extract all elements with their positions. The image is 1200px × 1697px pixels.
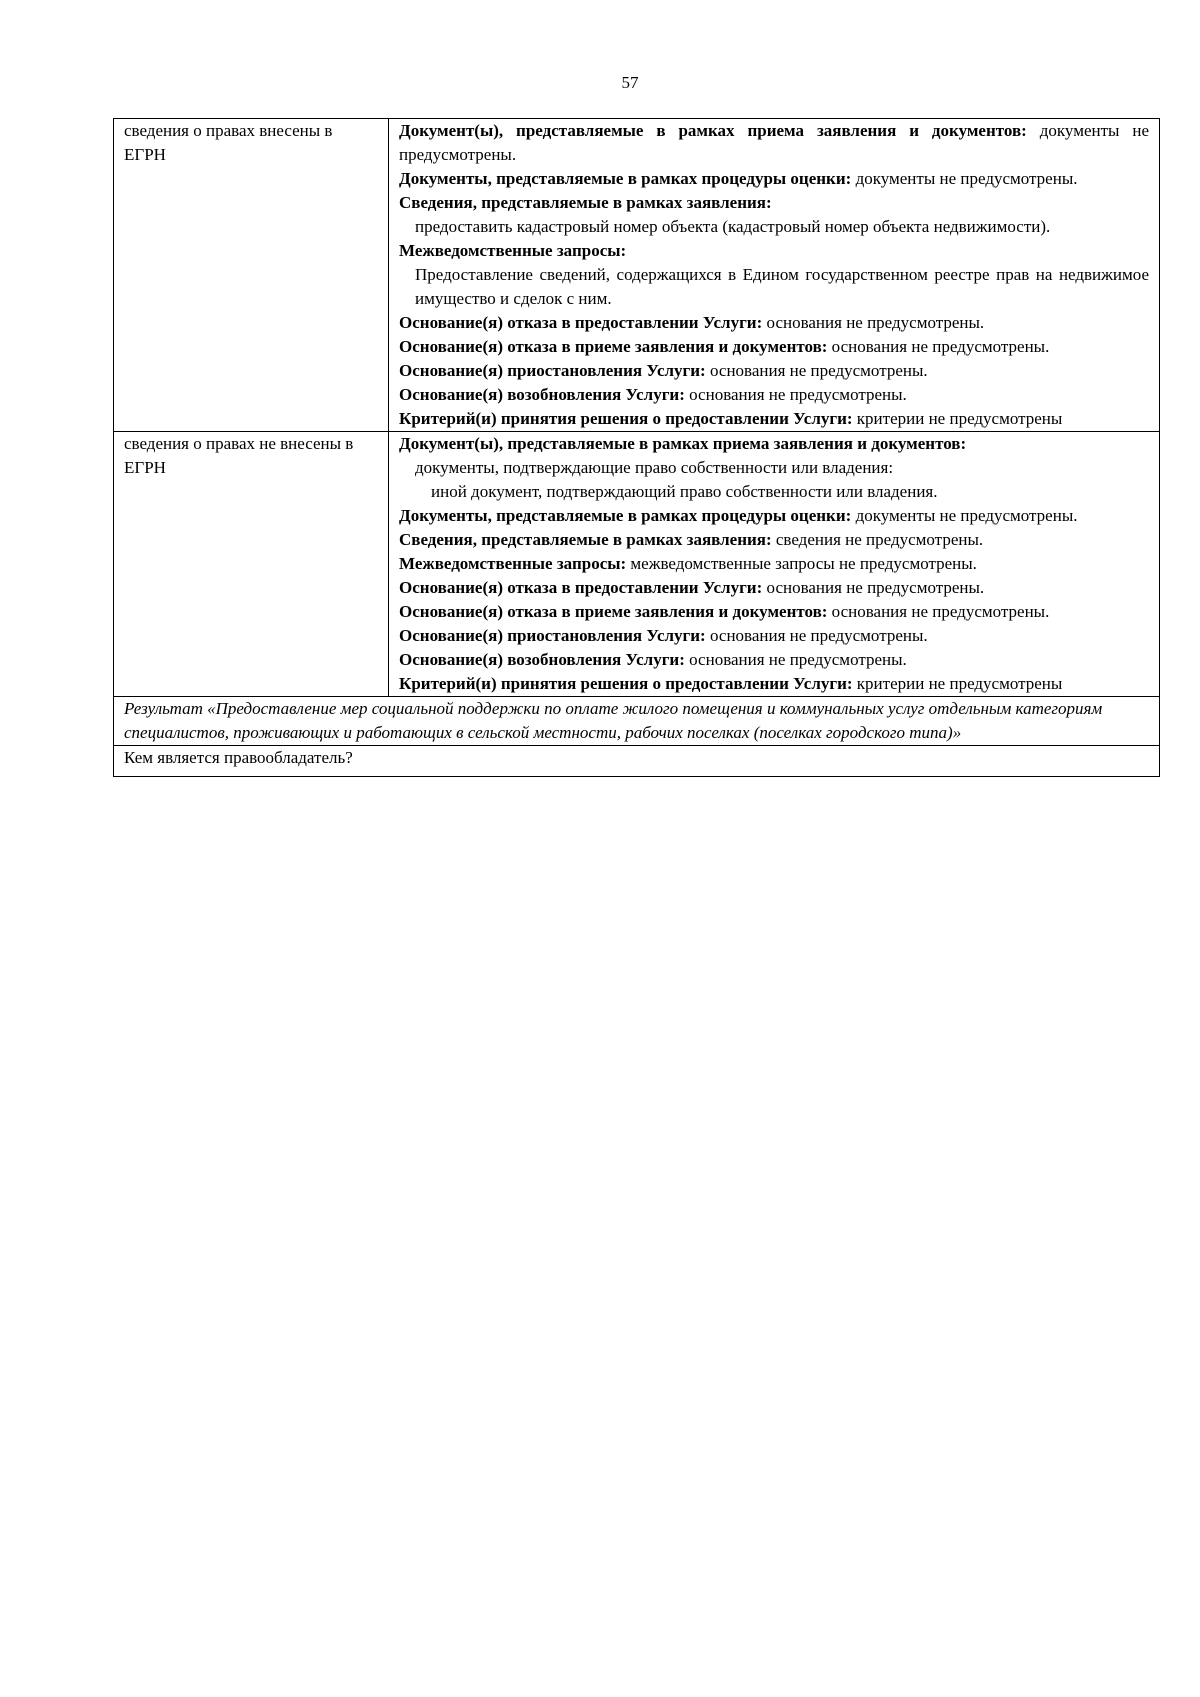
detail-paragraph: Документы, представляемые в рамках процедуры оценки: документы не предусмотрены. [399, 506, 1078, 525]
detail-paragraph: Сведения, представляемые в рамках заявления: [399, 193, 772, 212]
detail-paragraph: Критерий(и) принятия решения о предоставлении Услуги: критерии не предусмотрены [399, 674, 1063, 693]
detail-paragraph: Основание(я) отказа в приеме заявления и документов: основания не предусмотрены. [399, 602, 1050, 621]
detail-paragraph: Межведомственные запросы: межведомственные запросы не предусмотрены. [399, 554, 977, 573]
detail-paragraph: Основание(я) приостановления Услуги: основания не предусмотрены. [399, 626, 928, 645]
table-row [114, 432, 1160, 697]
detail-paragraph: Межведомственные запросы: [399, 241, 627, 260]
table-row [114, 697, 1160, 746]
detail-paragraph: Основание(я) возобновления Услуги: основания не предусмотрены. [399, 385, 907, 404]
detail-paragraph: Документ(ы), представляемые в рамках приема заявления и документов: [399, 434, 967, 453]
detail-paragraph: Основание(я) отказа в предоставлении Услуги: основания не предусмотрены. [399, 313, 985, 332]
table-row [114, 746, 1160, 777]
detail-paragraph: Предоставление сведений, содержащихся в Едином государственном реестре прав на недвижимое имущество и сделок с ним. [415, 265, 1149, 308]
service-table [113, 118, 1160, 777]
table-row [114, 119, 1160, 432]
detail-paragraph: документы, подтверждающие право собственности или владения: [415, 458, 894, 477]
detail-paragraph: иной документ, подтверждающий право собственности или владения. [431, 482, 938, 501]
detail-paragraph: Документы, представляемые в рамках процедуры оценки: документы не предусмотрены. [399, 169, 1078, 188]
row-condition: сведения о правах не внесены в ЕГРН [114, 432, 389, 697]
row-condition: сведения о правах внесены в ЕГРН [114, 119, 389, 432]
question-text: Кем является правообладатель? [114, 746, 1160, 777]
detail-paragraph: Документ(ы), представляемые в рамках приема заявления и документов: документы не предусмотрены. [399, 121, 1150, 164]
detail-paragraph: Сведения, представляемые в рамках заявления: сведения не предусмотрены. [399, 530, 984, 549]
detail-paragraph: предоставить кадастровый номер объекта (кадастровый номер объекта недвижимости). [415, 217, 1051, 236]
page-number: 57 [621, 73, 639, 92]
result-heading: Результат «Предоставление мер социальной поддержки по оплате жилого помещения и коммунальных услуг отдельным категориям специалистов, проживающих и работающих в сельской местности, рабочих поселках (поселках городского типа)» [114, 697, 1160, 746]
detail-paragraph: Основание(я) приостановления Услуги: основания не предусмотрены. [399, 361, 928, 380]
row-details [389, 432, 1160, 697]
detail-paragraph: Основание(я) возобновления Услуги: основания не предусмотрены. [399, 650, 907, 669]
detail-paragraph: Основание(я) отказа в приеме заявления и документов: основания не предусмотрены. [399, 337, 1050, 356]
detail-paragraph: Критерий(и) принятия решения о предоставлении Услуги: критерии не предусмотрены [399, 409, 1063, 428]
detail-paragraph: Основание(я) отказа в предоставлении Услуги: основания не предусмотрены. [399, 578, 985, 597]
row-details [389, 119, 1160, 432]
